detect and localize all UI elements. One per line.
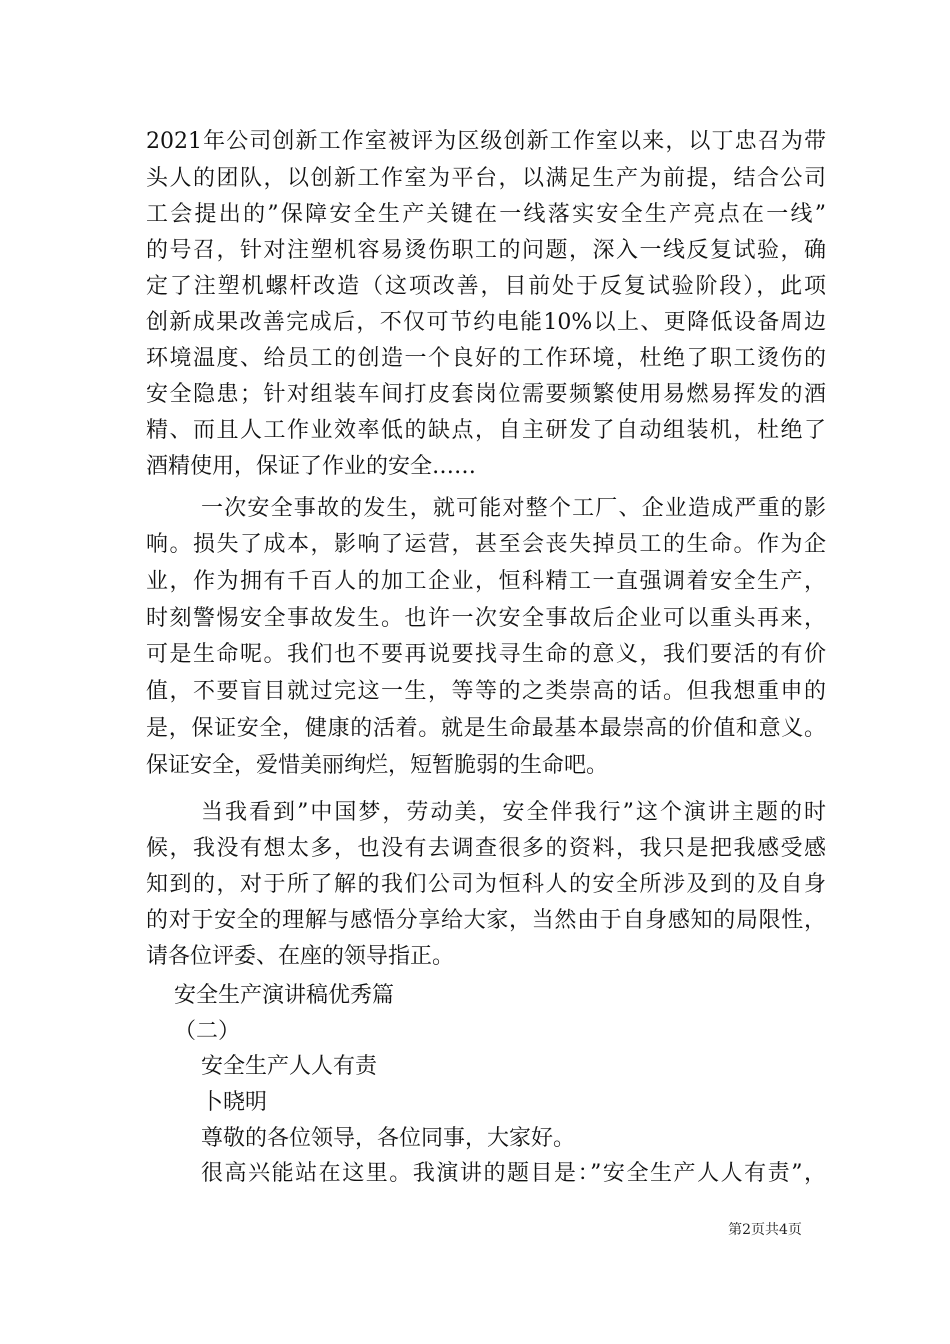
paragraph-line: 的对于安全的理解与感悟分享给大家，当然由于自身感知的局限性， (146, 908, 826, 933)
paragraph-line: 可是生命呢。我们也不要再说要找寻生命的意义，我们要活的有价 (146, 642, 826, 667)
paragraph-line: 响。损失了成本，影响了运营，甚至会丧失掉员工的生命。作为企 (146, 532, 826, 557)
greeting: 尊敬的各位领导，各位同事，大家好。 (201, 1126, 576, 1151)
paragraph-line: 工会提出的”保障安全生产关键在一线落实安全生产亮点在一线” (146, 202, 826, 227)
paragraph-line: 值，不要盲目就过完这一生，等等的之类崇高的话。但我想重申的 (146, 679, 826, 704)
paragraph-line: 请各位评委、在座的领导指正。 (146, 944, 455, 969)
paragraph-line: 头人的团队，以创新工作室为平台，以满足生产为前提，结合公司 (146, 166, 826, 191)
paragraph-line: 的号召，针对注塑机容易烫伤职工的问题，深入一线反复试验，确 (146, 238, 826, 263)
paragraph-line: 环境温度、给员工的创造一个良好的工作环境，杜绝了职工烫伤的 (146, 346, 826, 371)
paragraph-line: 时刻警惕安全事故发生。也许一次安全事故后企业可以重头再来， (146, 606, 826, 631)
speech-title: 安全生产人人有责 (201, 1054, 378, 1079)
paragraph-line: 保证安全，爱惜美丽绚烂，短暂脆弱的生命吧。 (146, 753, 609, 778)
paragraph-line: 是，保证安全，健康的活着。就是生命最基本最崇高的价值和意义。 (146, 716, 826, 741)
paragraph-line: 候，我没有想太多，也没有去调查很多的资料，我只是把我感受感 (146, 836, 826, 861)
section-number: （二） (174, 1019, 241, 1044)
paragraph-line: 当我看到”中国梦，劳动美，安全伴我行”这个演讲主题的时 (201, 800, 826, 825)
paragraph-line: 酒精使用，保证了作业的安全…… (146, 454, 477, 479)
paragraph-line: 2021年公司创新工作室被评为区级创新工作室以来，以丁忠召为带 (146, 129, 826, 154)
paragraph-line: 很高兴能站在这里。我演讲的题目是：”安全生产人人有责”， (201, 1161, 826, 1186)
paragraph-line: 安全隐患；针对组装车间打皮套岗位需要频繁使用易燃易挥发的酒 (146, 382, 826, 407)
author-name: 卜晓明 (201, 1090, 268, 1115)
paragraph-line: 知到的，对于所了解的我们公司为恒科人的安全所涉及到的及自身 (146, 872, 826, 897)
page-indicator: 第2页共4页 (728, 1222, 802, 1238)
section-title: 安全生产演讲稿优秀篇 (174, 983, 395, 1008)
paragraph-line: 创新成果改善完成后，不仅可节约电能10%以上、更降低设备周边 (146, 310, 826, 335)
paragraph-line: 一次安全事故的发生，就可能对整个工厂、企业造成严重的影 (201, 496, 826, 521)
paragraph-line: 定了注塑机螺杆改造（这项改善，目前处于反复试验阶段），此项 (146, 274, 826, 299)
paragraph-line: 精、而且人工作业效率低的缺点，自主研发了自动组装机，杜绝了 (146, 418, 826, 443)
paragraph-line: 业，作为拥有千百人的加工企业，恒科精工一直强调着安全生产， (146, 569, 826, 594)
